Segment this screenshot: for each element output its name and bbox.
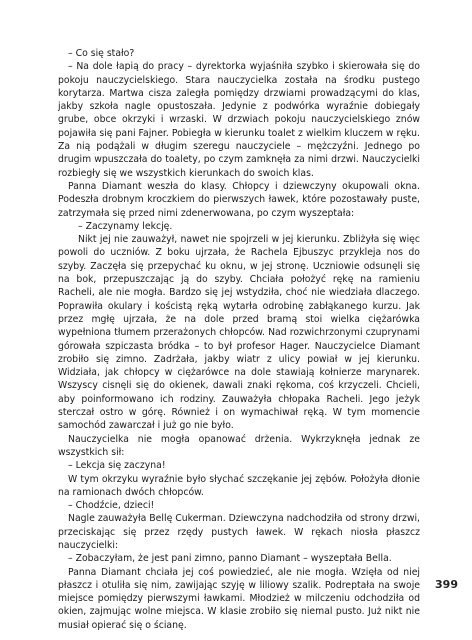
paragraph: Panna Diamant chciała jej coś powiedzieć, ale nie mogła. Wzięła od niej płaszcz i otuliła się nim, zawijając szyję w liliowy szalik. Podreptała na swoje miejsce pomiędzy pierwszymi ławkami. Młodzież w milczeniu odchodziła od okien, zajmując wolne miejsca. W klasie zrobiło się niemal pusto. Już nikt nie musiał opierać się o ścianę. — [58, 566, 420, 631]
paragraph: Nagle zauważyła Bellę Cukerman. Dziewczyna nadchodziła od strony drzwi, przeciskając się przez rzędy pustych ławek. W rękach niosła płaszcz nauczycielki: — [58, 513, 420, 551]
dialogue-line: – Co się stało? — [68, 48, 135, 59]
dialogue-line: – Lekcja się zaczyna! — [68, 460, 166, 472]
body-text — [58, 47, 420, 632]
paragraph: Nauczycielka nie mogła opanować drżenia. Wykrzyknęła jednak ze wszystkich sił: — [58, 433, 420, 458]
paragraph: – Na dole łapią do pracy – dyrektorka wyjaśniła szybko i skierowała się do pokoju nauczycielskiego. Stara nauczycielka została na środku pustego korytarza. Martwa cisza zaległa pomiędzy drzwiami prowadzącymi do klas, jakby szkoła nagle opustoszała. Jedynie z podwórka wyraźnie dobiegały grube, obce okrzyki i wrzaski. W drzwiach pokoju nauczycielskiego znów pojawiła się pani Fajner. Pobiegła w kierunku toalet z wielkim kluczem w ręku. Za nią podążali w długim szeregu nauczyciele – mężczyźni. Jednego po drugim wpuszczała do toalety, po czym zamknęła za nimi drzwi. Nauczycielki rozbiegły się we wszystkich kierunkach do swoich klas. — [58, 61, 420, 179]
paragraph: Panna Diamant weszła do klasy. Chłopcy i dziewczyny okupowali okna. Podeszła drobnym kroczkiem do pierwszych ławek, które pozostawały puste, zatrzymała się przed nimi zdenerwowana, po czym wyszeptała: — [58, 180, 420, 219]
paragraph: W tym okrzyku wyraźnie było słychać szczękanie jej zębów. Położyła dłonie na ramionach dwóch chłopców. — [58, 473, 420, 498]
paragraph: Nikt jej nie zauważył, nawet nie spojrzeli w jej kierunku. Zbliżyła się więc powoli do uczniów. Z boku ujrzała, że Rachela Ejbuszyc przykleja nos do szyby. Zaczęła się przepychać ku oknu, w jej stronę. Uczniowie odsunęli się na bok, przepuszczając ją do szyby. Chciała położyć rękę na ramieniu Racheli, ale nie mogła. Bardzo się jej wstydziła, choć nie wiedziała dlaczego. Poprawiła okulary i kościstą ręką wytarła odrobinę zabłąkanego kurzu. Jak przez mgłę ujrzała, że na dole przed bramą stoi wielka ciężarówka wypełniona tłumem przerażonych chłopców. Nad rozwichrzonymi czuprynami górowała szpiczasta bródka – to był profesor Hager. Nauczycielce Diamant zrobiło się zimno. Zadrżała, jakby wiatr z ulicy powiał w jej kierunku. Widziała, jak chłopcy w ciężarówce na dole stawiają kołnierze marynarek. Wszyscy cisnęli się do okienek, dawali znaki rękoma, coś krzyczeli. Chcieli, aby poinformowano ich rodziny. Zauważyła chłopaka Racheli. Jego jeżyk sterczał ostro w górę. Również i on wymachiwał ręką. W tym momencie samochód zawarczał i już go nie było. — [58, 234, 420, 432]
dialogue-line: – Chodźcie, dzieci! — [68, 500, 155, 512]
page-number: 399 — [435, 578, 458, 591]
dialogue-line: – Zobaczyłam, że jest pani zimno, panno Diamant – wyszeptała Bella. — [68, 553, 392, 565]
dialogue-line: – Zaczynamy lekcję. — [78, 220, 173, 232]
